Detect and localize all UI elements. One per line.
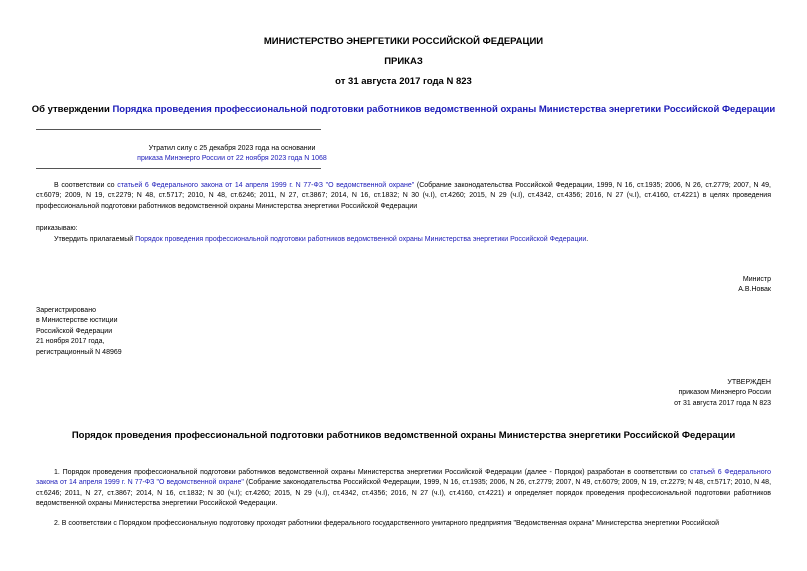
repeal-order-link[interactable]: приказа Минэнерго России от 22 ноября 2023 года N 1068	[137, 155, 327, 163]
ministry-heading: МИНИСТЕРСТВО ЭНЕРГЕТИКИ РОССИЙСКОЙ ФЕДЕРАЦИИ	[263, 36, 544, 47]
signature-position: Министр	[742, 276, 771, 283]
divider-top	[36, 129, 321, 130]
signature-block	[738, 275, 771, 296]
divider-bottom	[36, 168, 321, 169]
signature-name: А.В.Новак	[738, 286, 771, 294]
order-title-link[interactable]: Порядка проведения профессиональной подготовки работников ведомственной охраны Министерства энергетики Российской Федерации	[112, 104, 776, 115]
order-word: приказываю:	[36, 225, 78, 232]
registration-line: регистрационный N 48969	[36, 348, 122, 356]
registration-line: Российской Федерации	[36, 327, 113, 335]
approve-text-start: Утвердить прилагаемый	[54, 236, 136, 243]
registration-line: в Министерстве юстиции	[36, 317, 118, 325]
procedure-link[interactable]: Порядок проведения профессиональной подготовки работников ведомственной охраны Министерства энергетики Российской Федерации	[135, 236, 587, 243]
order-title	[0, 104, 807, 115]
order-date-number: от 31 августа 2017 года N 823	[335, 76, 472, 87]
preamble-text-start: В соответствии со	[54, 182, 118, 189]
procedure-law-link[interactable]: статьей 6 Федерального закона от 14 апреля 1999 г. N 77-ФЗ "О ведомственной охране"	[36, 469, 771, 487]
approve-paragraph	[54, 235, 774, 245]
status-note-text: Утратил силу с 25 декабря 2023 года на основании	[148, 145, 316, 152]
approval-line: приказом Минэнерго России	[678, 389, 771, 397]
registration-block	[36, 306, 122, 358]
registration-line: 21 ноября 2017 года,	[36, 338, 105, 346]
approval-line: от 31 августа 2017 года N 823	[674, 399, 771, 407]
order-title-prefix: Об утверждении	[31, 104, 113, 115]
preamble-paragraph	[36, 181, 771, 212]
procedure-paragraph-1	[36, 468, 771, 510]
status-note	[36, 144, 428, 165]
procedure-p1-end: (Собрание законодательства Российской Федерации, 1999, N 16, ст.1935; 2006, N 26, ст.2779; 2007, N 49, ст.6079; 2009, N 19, ст.2279; N 48, ст.5717; 2010, N 48, ст.6246; 2011, N 27, ст.3867; 2014, N 16, ст.1832; N 30 (ч.I); ст.4260; 2015, N 29 (ч.I), ст.4342, ст.4356; 2016, N 27 (ч.I), ст.4160, ст.4221) и определяет порядок проведения профессиональной подготовки работников ведомственной охраны Министерства энергетики Российской Федерации.	[36, 479, 772, 508]
procedure-title: Порядок проведения профессиональной подготовки работников ведомственной охраны Министерства энергетики Российской Федерации	[71, 430, 736, 441]
law-article-link[interactable]: статьей 6 Федерального закона от 14 апреля 1999 г. N 77-ФЗ "О ведомственной охране"	[117, 182, 415, 189]
approve-text-end: .	[586, 236, 589, 243]
procedure-p1-start: 1. Порядок проведения профессиональной подготовки работников ведомственной охраны Министерства энергетики Российской Федерации (далее - Порядок) разработан в соответствии со	[54, 469, 690, 476]
doc-type-heading: ПРИКАЗ	[384, 56, 423, 67]
registration-line: Зарегистрировано	[36, 307, 96, 314]
procedure-paragraph-2: 2. В соответствии с Порядком профессиональную подготовку проходят работники федерального государственного унитарного предприятия "Ведомственная охрана" Министерства энергетики Российской	[54, 520, 720, 527]
approval-block	[674, 378, 771, 409]
preamble-text-end: (Собрание законодательства Российской Федерации, 1999, N 16, ст.1935; 2006, N 26, ст.2779; 2007, N 49, ст.6079; 2009, N 19, ст.2279; N 48, ст.5717; 2010, N 48, ст.6246; 2011, N 27, ст.3867; 2014, N 16, ст.1832; N 30 (ч.I), ст.4260; 2015, N 29 (ч.I), ст.4342, ст.4356; 2016, N 27 (ч.I), ст.4160, ст.4221) в целях проведения профессиональной подготовки работников ведомственной охраны Министерства энергетики Российской Федерации	[36, 182, 771, 210]
approval-line: УТВЕРЖДЕН	[727, 379, 771, 386]
